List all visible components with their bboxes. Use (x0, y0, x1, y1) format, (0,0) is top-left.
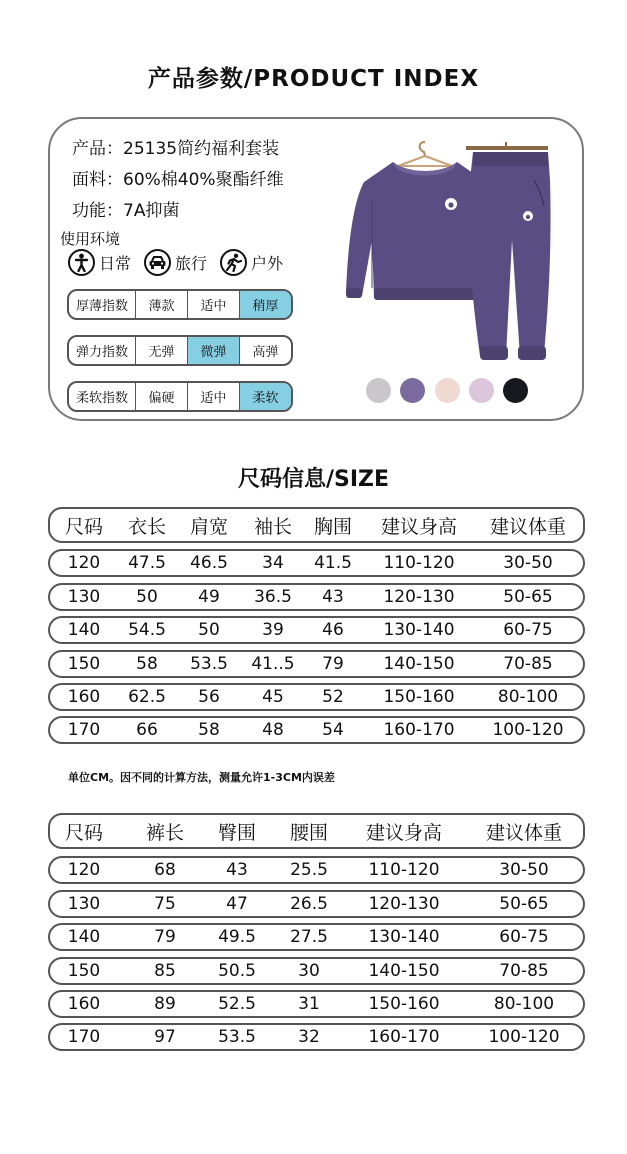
table-cell: 130-140 (368, 927, 440, 947)
table-cell: 66 (136, 720, 158, 740)
table-cell: 30 (298, 961, 320, 981)
scale-option: 偏硬 (135, 383, 187, 410)
table-row (48, 890, 585, 918)
scale-option: 微弹 (187, 337, 239, 364)
table-cell: 27.5 (290, 927, 328, 947)
table-cell: 120 (67, 553, 101, 573)
table-cell: 60-75 (503, 620, 553, 640)
table-cell: 46.5 (190, 553, 228, 573)
table-cell: 150 (67, 961, 101, 981)
table-cell: 30-50 (499, 860, 549, 880)
usage-title: 使用环境 (60, 230, 121, 248)
table-row (48, 957, 585, 985)
table-cell: 100-120 (488, 1027, 560, 1047)
table-cell: 140-150 (368, 961, 440, 981)
table-cell: 25.5 (290, 860, 328, 880)
thickness-scale (67, 289, 293, 320)
table-cell: 26.5 (290, 894, 328, 914)
table-cell: 48 (262, 720, 284, 740)
table-cell: 85 (154, 961, 176, 981)
color-swatch[interactable] (435, 378, 460, 403)
header-cell: 臀围 (217, 821, 256, 844)
scale-option: 薄款 (135, 291, 187, 318)
table-cell: 45 (262, 687, 284, 707)
table-cell: 140 (67, 620, 101, 640)
table-cell: 58 (136, 654, 158, 674)
header-cell: 建议体重 (485, 821, 562, 844)
page-title: 产品参数/PRODUCT INDEX (147, 66, 480, 92)
table-cell: 68 (154, 860, 176, 880)
table-cell: 89 (154, 994, 176, 1014)
table-cell: 120 (67, 860, 101, 880)
table-row (48, 716, 585, 744)
table-cell: 36.5 (254, 587, 292, 607)
scale-option: 柔软 (239, 383, 291, 410)
scale-option: 适中 (187, 383, 239, 410)
table-cell: 160-170 (368, 1027, 440, 1047)
table-cell: 150-160 (368, 994, 440, 1014)
table-cell: 70-85 (503, 654, 553, 674)
table-cell: 43 (226, 860, 248, 880)
table-cell: 120-130 (383, 587, 455, 607)
table-cell: 79 (322, 654, 344, 674)
table-cell: 52 (322, 687, 344, 707)
table-row (48, 923, 585, 951)
table-cell: 150 (67, 654, 101, 674)
table-row (48, 1023, 585, 1051)
table-cell: 52.5 (218, 994, 256, 1014)
table-cell: 54.5 (128, 620, 166, 640)
table-cell: 150-160 (383, 687, 455, 707)
table-cell: 80-100 (497, 687, 559, 707)
table-cell: 53.5 (218, 1027, 256, 1047)
header-cell: 肩宽 (189, 515, 228, 538)
scale-option: 高弹 (239, 337, 291, 364)
table-header (48, 507, 585, 543)
table-cell: 100-120 (492, 720, 564, 740)
header-cell: 建议身高 (365, 821, 442, 844)
scale-label: 弹力指数 (75, 345, 128, 360)
usage-list (68, 249, 292, 276)
table-cell: 41.5 (314, 553, 352, 573)
table-cell: 49.5 (218, 927, 256, 947)
product-name: 产品：25135简约福利套装 (72, 139, 280, 159)
table-cell: 130 (67, 894, 101, 914)
table-cell: 140-150 (383, 654, 455, 674)
table-cell: 49 (198, 587, 220, 607)
table-cell: 140 (67, 927, 101, 947)
table-cell: 62.5 (128, 687, 166, 707)
table-row (48, 583, 585, 611)
table-cell: 31 (298, 994, 320, 1014)
table-cell: 50-65 (499, 894, 549, 914)
header-cell: 尺码 (64, 515, 103, 538)
color-swatch[interactable] (366, 378, 391, 403)
table-cell: 53.5 (190, 654, 228, 674)
table-cell: 54 (322, 720, 344, 740)
table-row (48, 990, 585, 1018)
scale-option: 适中 (187, 291, 239, 318)
table-cell: 46 (322, 620, 344, 640)
size-title: 尺码信息/SIZE (237, 467, 390, 492)
table-cell: 50 (198, 620, 220, 640)
table-cell: 120-130 (368, 894, 440, 914)
table-cell: 160 (67, 994, 101, 1014)
table-cell: 30-50 (503, 553, 553, 573)
table-cell: 110-120 (383, 553, 455, 573)
table-cell: 97 (154, 1027, 176, 1047)
header-cell: 建议身高 (380, 515, 457, 538)
header-cell: 袖长 (253, 515, 292, 538)
table-cell: 39 (262, 620, 284, 640)
table-cell: 50 (136, 587, 158, 607)
table-cell: 47 (226, 894, 248, 914)
header-cell: 尺码 (64, 821, 103, 844)
table-cell: 130 (67, 587, 101, 607)
color-swatch[interactable] (469, 378, 494, 403)
car-icon (144, 249, 171, 276)
product-fabric: 面料：60%棉40%聚酯纤维 (72, 170, 284, 190)
elasticity-scale (67, 335, 293, 366)
table-header (48, 813, 585, 849)
table-cell: 34 (262, 553, 284, 573)
product-function: 功能：7A抑菌 (72, 201, 180, 221)
color-swatch[interactable] (503, 378, 528, 403)
scale-option: 稍厚 (239, 291, 291, 318)
header-cell: 建议体重 (489, 515, 566, 538)
table-cell: 160 (67, 687, 101, 707)
product-photo (338, 140, 553, 375)
table-cell: 160-170 (383, 720, 455, 740)
table-cell: 80-100 (493, 994, 555, 1014)
scale-option: 无弹 (135, 337, 187, 364)
usage-label: 旅行 (175, 254, 208, 273)
table-cell: 32 (298, 1027, 320, 1047)
table-cell: 130-140 (383, 620, 455, 640)
table-cell: 60-75 (499, 927, 549, 947)
table-cell: 58 (198, 720, 220, 740)
table-row (48, 856, 585, 884)
scale-label: 厚薄指数 (75, 299, 128, 314)
table-cell: 170 (67, 1027, 101, 1047)
table-cell: 43 (322, 587, 344, 607)
usage-label: 日常 (99, 254, 132, 273)
table-cell: 41..5 (251, 654, 295, 674)
table-cell: 110-120 (368, 860, 440, 880)
table-cell: 50-65 (503, 587, 553, 607)
table-row (48, 549, 585, 577)
header-cell: 胸围 (313, 515, 352, 538)
table-cell: 47.5 (128, 553, 166, 573)
measurement-note: 单位CM。因不同的计算方法，测量允许1-3CM内误差 (68, 771, 335, 784)
table-row (48, 650, 585, 678)
person-icon (68, 249, 95, 276)
table-cell: 50.5 (218, 961, 256, 981)
table-row (48, 683, 585, 711)
runner-icon (220, 249, 247, 276)
header-cell: 腰围 (289, 821, 328, 844)
usage-label: 户外 (251, 254, 284, 273)
header-cell: 衣长 (127, 515, 166, 538)
table-cell: 79 (154, 927, 176, 947)
table-cell: 170 (67, 720, 101, 740)
scale-label: 柔软指数 (75, 391, 128, 406)
softness-scale (67, 381, 293, 412)
header-cell: 裤长 (145, 821, 184, 844)
table-cell: 75 (154, 894, 176, 914)
table-cell: 70-85 (499, 961, 549, 981)
color-swatch[interactable] (400, 378, 425, 403)
table-row (48, 616, 585, 644)
table-cell: 56 (198, 687, 220, 707)
